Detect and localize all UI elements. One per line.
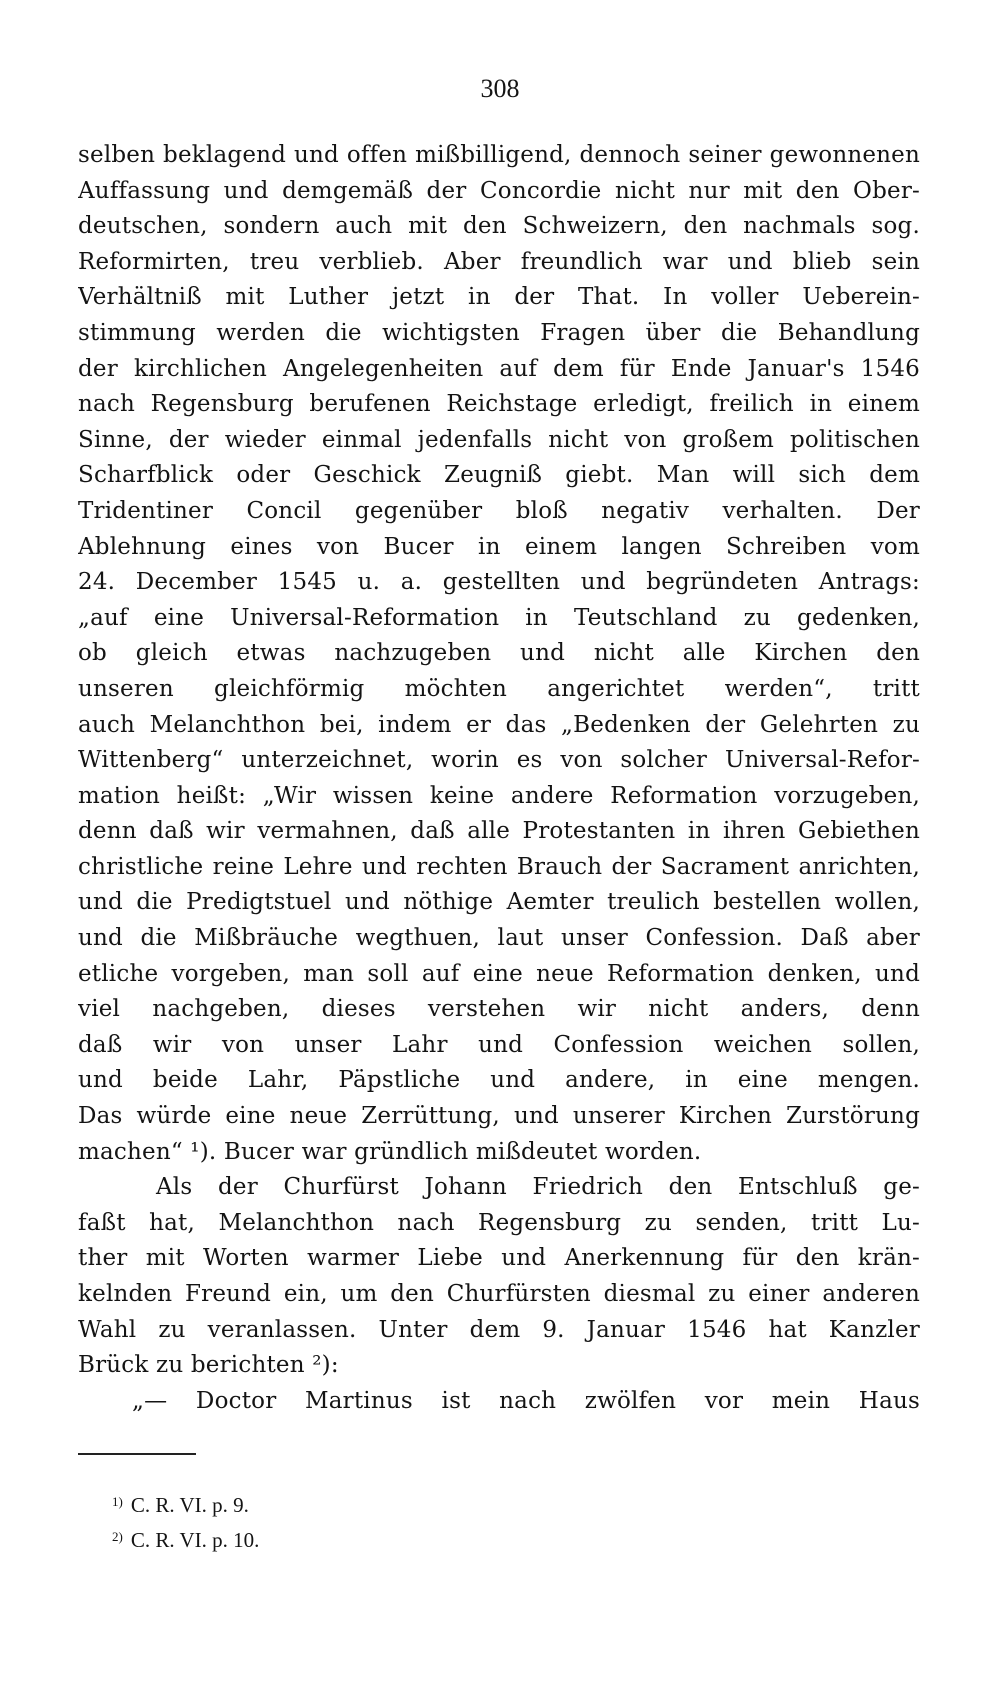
- text-line: viel nachgeben, dieses verstehen wir nicht anders, denn: [78, 996, 920, 1023]
- text-line: etliche vorgeben, man soll auf eine neue Reformation denken, und: [78, 960, 920, 987]
- text-line: stimmung werden die wichtigsten Fragen über die Behandlung: [78, 319, 920, 346]
- text-line: „auf eine Universal-Reformation in Teutschland zu gedenken,: [78, 604, 920, 631]
- text-line: deutschen, sondern auch mit den Schweizern, den nachmals sog.: [78, 213, 920, 240]
- text-line: „— Doctor Martinus ist nach zwölfen vor mein Haus: [132, 1387, 920, 1414]
- footnote-mark: 2): [112, 1529, 123, 1544]
- footnote: [112, 1484, 259, 1519]
- text-line: und die Mißbräuche wegthuen, laut unser Confession. Daß aber: [78, 925, 920, 952]
- footnote-text: C. R. VI. p. 10.: [130, 1528, 260, 1552]
- page-number: 308: [480, 74, 520, 103]
- text-line: Wittenberg“ unterzeichnet, worin es von solcher Universal-Refor-: [78, 747, 920, 774]
- text-line: denn daß wir vermahnen, daß alle Protestanten in ihren Gebiethen: [78, 818, 920, 845]
- text-line: Scharfblick oder Geschick Zeugniß giebt. Man will sich dem: [78, 462, 920, 489]
- text-line: Brück zu berichten ²):: [78, 1352, 339, 1379]
- text-line: der kirchlichen Angelegenheiten auf dem für Ende Januar's 1546: [78, 355, 920, 382]
- text-line: Reformirten, treu verblieb. Aber freundlich war und blieb sein: [78, 248, 920, 275]
- body-text: [78, 138, 920, 1419]
- text-line: mation heißt: „Wir wissen keine andere Reformation vorzugeben,: [78, 782, 920, 809]
- text-line: auch Melanchthon bei, indem er das „Bedenken der Gelehrten zu: [78, 711, 920, 738]
- footnote: [112, 1519, 259, 1554]
- text-line: nach Regensburg berufenen Reichstage erledigt, freilich in einem: [78, 391, 920, 418]
- text-line: 24. December 1545 u. a. gestellten und begründeten Antrags:: [78, 569, 920, 596]
- text-line: ther mit Worten warmer Liebe und Anerkennung für den krän-: [78, 1245, 920, 1272]
- text-line: daß wir von unser Lahr und Confession weichen sollen,: [78, 1031, 920, 1058]
- text-line: kelnden Freund ein, um den Churfürsten diesmal zu einer anderen: [78, 1281, 920, 1307]
- text-line: Als der Churfürst Johann Friedrich den Entschluß ge-: [156, 1174, 920, 1201]
- footnote-text: C. R. VI. p. 9.: [130, 1493, 249, 1517]
- text-line: selben beklagend und offen mißbilligend, dennoch seiner gewonnenen: [78, 142, 920, 168]
- text-line: christliche reine Lehre und rechten Brauch der Sacrament anrichten,: [78, 853, 920, 880]
- text-line: Ablehnung eines von Bucer in einem langen Schreiben vom: [78, 533, 920, 560]
- text-line: faßt hat, Melanchthon nach Regensburg zu senden, tritt Lu-: [78, 1209, 920, 1236]
- text-line: und die Predigtstuel und nöthige Aemter treulich bestellen wollen,: [78, 889, 920, 916]
- text-line: Auffassung und demgemäß der Concordie nicht nur mit den Ober-: [78, 177, 920, 204]
- text-line: Das würde eine neue Zerrüttung, und unserer Kirchen Zurstörung: [78, 1103, 920, 1130]
- text-line: Verhältniß mit Luther jetzt in der That. In voller Ueberein-: [78, 284, 920, 311]
- footnote-divider: [78, 1453, 196, 1455]
- footnotes: [112, 1484, 259, 1554]
- footnote-mark: 1): [112, 1494, 123, 1509]
- text-line: und beide Lahr, Päpstliche und andere, in eine mengen.: [78, 1067, 920, 1094]
- text-line: ob gleich etwas nachzugeben und nicht alle Kirchen den: [78, 640, 920, 667]
- text-line: Wahl zu veranlassen. Unter dem 9. Januar 1546 hat Kanzler: [78, 1316, 920, 1343]
- text-line: Tridentiner Concil gegenüber bloß negativ verhalten. Der: [78, 497, 920, 524]
- text-line: machen“ ¹). Bucer war gründlich mißdeutet worden.: [78, 1138, 702, 1165]
- text-line: Sinne, der wieder einmal jedenfalls nicht von großem politischen: [78, 426, 920, 453]
- text-line: unseren gleichförmig möchten angerichtet werden“, tritt: [78, 675, 920, 702]
